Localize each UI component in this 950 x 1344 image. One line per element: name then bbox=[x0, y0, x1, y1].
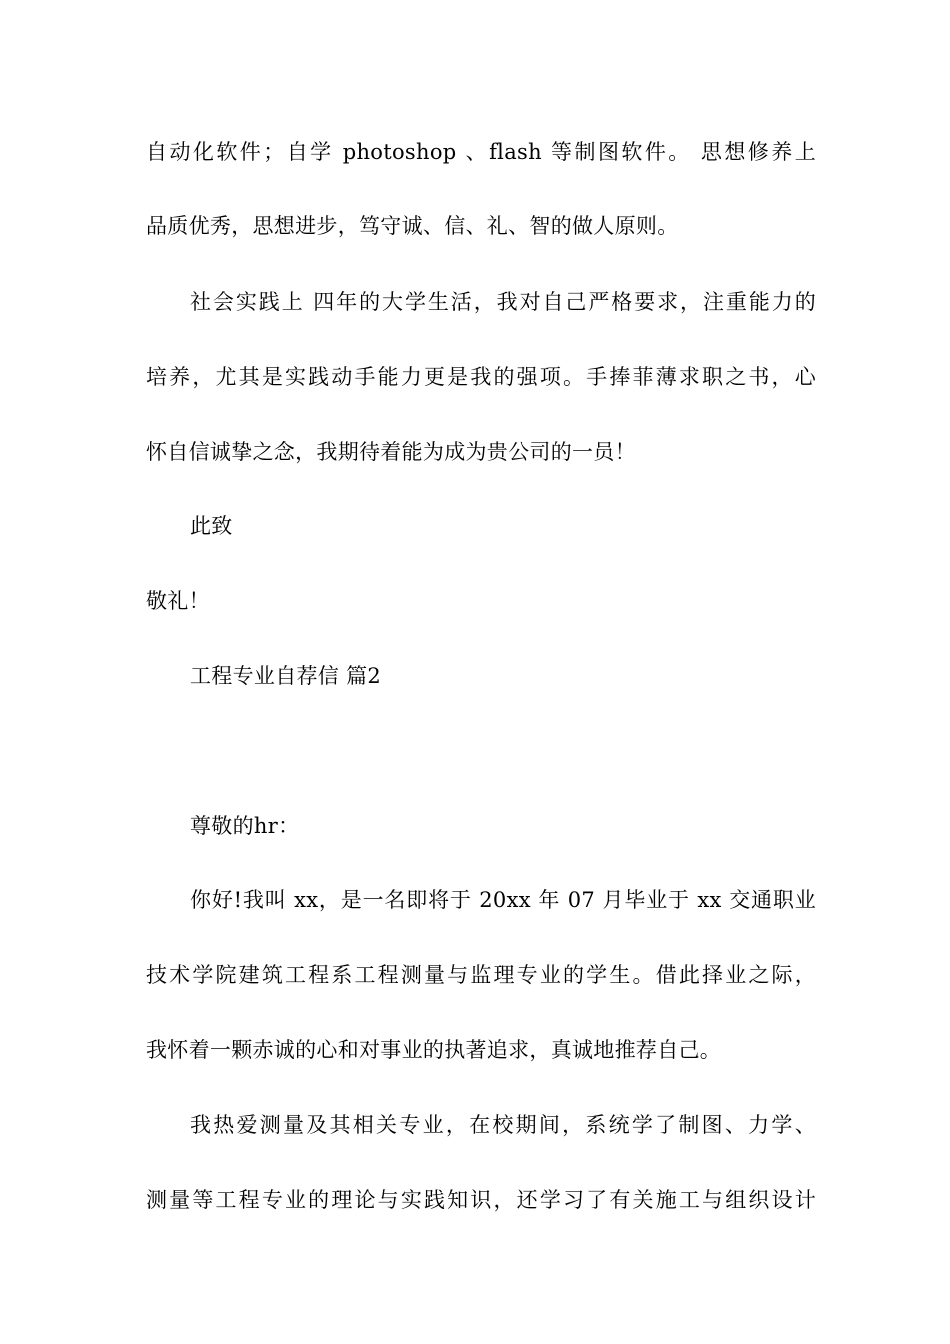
paragraph-line: 我怀着一颗赤诚的心和对事业的执著追求，真诚地推荐自己。 bbox=[146, 1038, 722, 1062]
paragraph-line: 培养，尤其是实践动手能力更是我的强项。手捧菲薄求职之书，心 bbox=[146, 365, 816, 389]
paragraph-line: 品质优秀，思想进步，笃守诚、信、礼、智的做人原则。 bbox=[146, 214, 679, 238]
paragraph-line: 技术学院建筑工程系工程测量与监理专业的学生。借此择业之际， bbox=[146, 963, 816, 987]
paragraph-line: 我热爱测量及其相关专业，在校期间，系统学了制图、力学、 bbox=[190, 1113, 816, 1137]
section-heading: 工程专业自荐信 篇2 bbox=[190, 664, 382, 688]
greeting-line: 尊敬的hr： bbox=[190, 814, 300, 838]
salutation-line: 敬礼！ bbox=[146, 589, 210, 613]
paragraph-line: 怀自信诚挚之念，我期待着能为成为贵公司的一员！ bbox=[146, 440, 636, 464]
paragraph-line: 测量等工程专业的理论与实践知识，还学习了有关施工与组织设计 bbox=[146, 1188, 816, 1212]
closing-line: 此致 bbox=[190, 514, 233, 538]
paragraph-line: 你好!我叫 xx，是一名即将于 20xx 年 07 月毕业于 xx 交通职业 bbox=[190, 888, 816, 912]
paragraph-line: 社会实践上 四年的大学生活，我对自己严格要求，注重能力的 bbox=[190, 290, 816, 314]
paragraph-line: 自动化软件；自学 photoshop 、flash 等制图软件。 思想修养上 bbox=[146, 140, 816, 164]
